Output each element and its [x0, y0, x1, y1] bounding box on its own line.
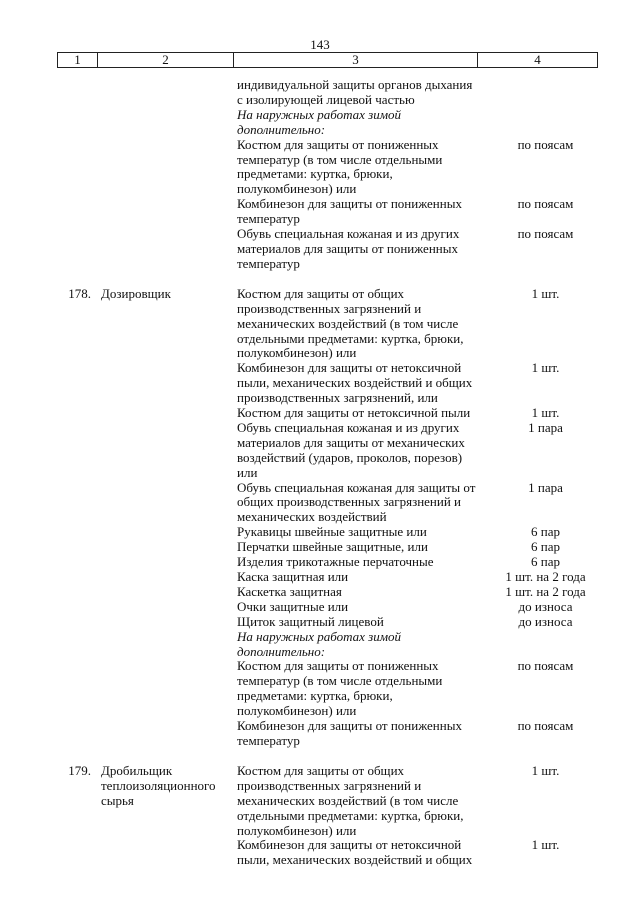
- condition-note: На наружных работах зимой дополнительно:: [237, 106, 402, 137]
- ppe-description: индивидуальной защиты органов дыхания с изолирующей лицевой частью: [237, 77, 473, 107]
- ppe-description: Костюм для защиты от общих производственных загрязнений и механических воздействий (в том числе отдельными предметами: куртка, брюки, полукомбинезон) или: [237, 762, 464, 838]
- header-col-3: 3: [234, 53, 478, 67]
- ppe-norm: [477, 108, 598, 138]
- ppe-row: [233, 540, 598, 555]
- header-col-2: 2: [98, 53, 234, 67]
- ppe-norm: [477, 78, 598, 108]
- ppe-row: [233, 138, 598, 198]
- ppe-row: [233, 659, 598, 719]
- ppe-row: [233, 108, 598, 138]
- ppe-description: Щиток защитный лицевой: [237, 613, 384, 629]
- ppe-norm: по поясам: [517, 196, 574, 212]
- ppe-norm: по поясам: [517, 136, 574, 152]
- ppe-description: Обувь специальная кожаная и из других материалов для защиты от механических воздействий (ударов, проколов, порезов) или: [237, 419, 465, 480]
- ppe-description: Каскетка защитная: [237, 583, 342, 599]
- ppe-list: [233, 287, 598, 749]
- ppe-row: [233, 838, 598, 868]
- ppe-norm: 1 шт. на 2 года: [505, 569, 586, 584]
- ppe-row: [233, 719, 598, 749]
- ppe-norm: 1 пара: [528, 419, 563, 435]
- ppe-norm: до износа: [518, 613, 573, 629]
- ppe-row: [233, 630, 598, 660]
- ppe-row: [233, 525, 598, 540]
- ppe-description: Костюм для защиты от общих производственных загрязнений и механических воздействий (в том числе отдельными предметами: куртка, брюки, полукомбинезон) или: [237, 285, 464, 361]
- ppe-description: Каска защитная или: [237, 569, 349, 584]
- ppe-row: [233, 764, 598, 839]
- header-col-1: 1: [58, 53, 98, 67]
- ppe-description: Очки защитные или: [237, 598, 349, 614]
- ppe-description: Комбинезон для защиты от нетоксичной пыли, механических воздействий и общих: [237, 837, 473, 868]
- ppe-row: [233, 600, 598, 615]
- ppe-norm: 1 пара: [528, 479, 563, 495]
- ppe-norm: по поясам: [517, 718, 574, 734]
- ppe-description: Комбинезон для защиты от пониженных температур: [237, 196, 462, 227]
- ppe-row: [233, 421, 598, 481]
- ppe-row: [233, 585, 598, 600]
- ppe-description: Костюм для защиты от пониженных температур (в том числе отдельными предметами: куртка, брюки, полукомбинезон) или: [237, 658, 443, 719]
- header-col-4: 4: [534, 52, 541, 67]
- ppe-norm: 6 пар: [531, 539, 560, 555]
- ppe-row: [233, 361, 598, 406]
- profession-name: Дробильщик теплоизоляционного сырья: [101, 762, 216, 808]
- profession-name: Дозировщик: [101, 285, 171, 301]
- ppe-description: Изделия трикотажные перчаточные: [237, 554, 434, 570]
- ppe-description: Перчатки швейные защитные, или: [237, 539, 428, 555]
- ppe-norm: 1 шт.: [531, 285, 560, 301]
- entry-gap: [57, 272, 598, 287]
- ppe-norm: 1 шт.: [531, 405, 560, 421]
- ppe-row: [233, 481, 598, 526]
- ppe-norm: 6 пар: [531, 554, 560, 570]
- ppe-row: [233, 197, 598, 227]
- ppe-row: [233, 406, 598, 421]
- ppe-row: [233, 227, 598, 272]
- table-entry: [57, 287, 598, 749]
- condition-note: На наружных работах зимой дополнительно:: [237, 628, 402, 659]
- ppe-description: Комбинезон для защиты от пониженных температур: [237, 718, 462, 748]
- ppe-description: Костюм для защиты от пониженных температур (в том числе отдельными предметами: куртка, брюки, полукомбинезон) или: [237, 136, 443, 197]
- ppe-description: Костюм для защиты от нетоксичной пыли: [237, 405, 471, 421]
- entry-number: 179.: [68, 762, 91, 778]
- ppe-row: [233, 78, 598, 108]
- ppe-norm: по поясам: [517, 658, 574, 674]
- profession-name: [97, 78, 233, 272]
- entry-number: [57, 78, 97, 272]
- ppe-row: [233, 570, 598, 585]
- ppe-norm: до износа: [518, 598, 573, 614]
- ppe-description: Рукавицы швейные защитные или: [237, 524, 427, 540]
- ppe-row: [233, 287, 598, 362]
- table-entry: [57, 764, 598, 868]
- ppe-norm: 1 шт.: [531, 360, 560, 376]
- table-body: [57, 78, 598, 868]
- table-entry: [57, 78, 598, 272]
- ppe-description: Обувь специальная кожаная и из других материалов для защиты от пониженных температур: [237, 226, 460, 271]
- entry-gap: [57, 749, 598, 764]
- ppe-row: [233, 615, 598, 630]
- entry-number: 178.: [68, 285, 91, 301]
- ppe-norm: 6 пар: [531, 524, 560, 540]
- ppe-row: [233, 555, 598, 570]
- ppe-description: Обувь специальная кожаная для защиты от общих производственных загрязнений и механических воздействий: [237, 479, 476, 525]
- ppe-description: Комбинезон для защиты от нетоксичной пыли, механических воздействий и общих производственных загрязнений, или: [237, 360, 473, 406]
- ppe-norm: по поясам: [517, 226, 574, 242]
- ppe-list: [233, 78, 598, 272]
- table-header: [57, 52, 598, 68]
- page-number: 143: [310, 37, 330, 52]
- ppe-norm: [477, 630, 598, 660]
- ppe-norm: 1 шт. на 2 года: [505, 583, 586, 599]
- ppe-norm: 1 шт.: [531, 837, 560, 853]
- ppe-norm: 1 шт.: [531, 762, 560, 778]
- ppe-list: [233, 764, 598, 868]
